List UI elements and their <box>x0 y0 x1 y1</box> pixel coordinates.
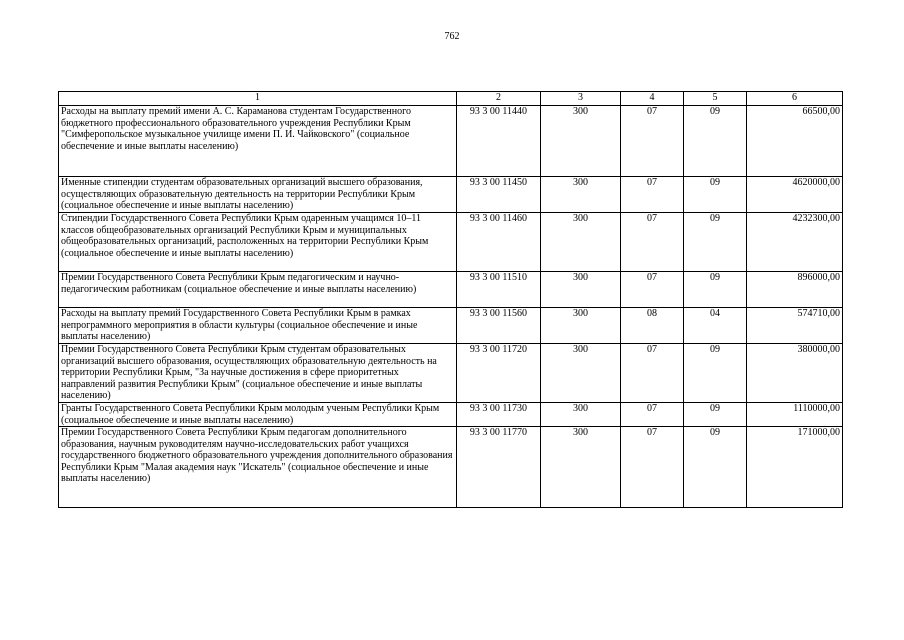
table-row <box>59 213 843 272</box>
row-description: Премии Государственного Совета Республики Крым студентам образовательных организаций высшего образования, осуществляющих образовательную деятельность на территории Республики Крым, "За научные достижения в сфере приоритетных направлений развития Республики Крым" (социальное обеспечение и иные выплаты населению) <box>59 344 457 403</box>
row-col4: 07 <box>621 106 684 177</box>
row-col4: 07 <box>621 403 684 427</box>
row-description: Расходы на выплату премий имени А. С. Караманова студентам Государственного бюджетного профессионального образовательного учреждения Республики Крым "Симферопольское музыкальное училище имени П. И. Чайковского" (социальное обеспечение и иные выплаты населению) <box>59 106 457 177</box>
budget-table <box>58 91 843 508</box>
row-description: Именные стипендии студентам образовательных организаций высшего образования, осуществляющих образовательную деятельность на территории Республики Крым (социальное обеспечение и иные выплаты населению) <box>59 177 457 213</box>
row-code: 93 3 00 11460 <box>457 213 541 272</box>
row-amount: 1110000,00 <box>747 403 843 427</box>
table-row <box>59 106 843 177</box>
row-col5: 09 <box>684 213 747 272</box>
table-row <box>59 272 843 308</box>
header-cell: 6 <box>747 92 843 106</box>
row-amount: 380000,00 <box>747 344 843 403</box>
table-header <box>59 92 843 106</box>
row-col3: 300 <box>541 106 621 177</box>
row-col5: 09 <box>684 272 747 308</box>
row-col5: 09 <box>684 177 747 213</box>
row-description: Стипендии Государственного Совета Республики Крым одаренным учащимся 10–11 классов общеобразовательных организаций Республики Крым и муниципальных общеобразовательных организаций, расположенных на территории Республики Крым (социальное обеспечение и иные выплаты населению) <box>59 213 457 272</box>
row-amount: 4620000,00 <box>747 177 843 213</box>
row-code: 93 3 00 11730 <box>457 403 541 427</box>
row-col4: 07 <box>621 344 684 403</box>
header-cell: 4 <box>621 92 684 106</box>
row-amount: 4232300,00 <box>747 213 843 272</box>
row-col5: 09 <box>684 403 747 427</box>
header-cell: 1 <box>59 92 457 106</box>
row-col4: 07 <box>621 177 684 213</box>
row-description: Гранты Государственного Совета Республики Крым молодым ученым Республики Крым (социальное обеспечение и иные выплаты населению) <box>59 403 457 427</box>
row-description: Расходы на выплату премий Государственного Совета Республики Крым в рамках непрограммного мероприятия в области культуры (социальное обеспечение и иные выплаты населению) <box>59 308 457 344</box>
row-col4: 07 <box>621 427 684 508</box>
header-cell: 3 <box>541 92 621 106</box>
table-row <box>59 427 843 508</box>
row-col5: 09 <box>684 106 747 177</box>
header-cell: 2 <box>457 92 541 106</box>
row-code: 93 3 00 11770 <box>457 427 541 508</box>
table-row <box>59 344 843 403</box>
header-cell: 5 <box>684 92 747 106</box>
row-col5: 09 <box>684 427 747 508</box>
table-body <box>59 106 843 508</box>
row-code: 93 3 00 11450 <box>457 177 541 213</box>
row-col3: 300 <box>541 213 621 272</box>
row-col4: 07 <box>621 213 684 272</box>
row-col4: 08 <box>621 308 684 344</box>
row-code: 93 3 00 11560 <box>457 308 541 344</box>
row-col3: 300 <box>541 403 621 427</box>
page-number: 762 <box>444 31 460 42</box>
header-row <box>59 92 843 106</box>
row-col3: 300 <box>541 427 621 508</box>
row-amount: 171000,00 <box>747 427 843 508</box>
row-description: Премии Государственного Совета Республики Крым педагогам дополнительного образования, научным руководителям научно-исследовательских работ учащихся государственного бюджетного образовательного учреждения дополнительного образования Республики Крым "Малая академия наук "Искатель" (социальное обеспечение и иные выплаты населению) <box>59 427 457 508</box>
row-code: 93 3 00 11440 <box>457 106 541 177</box>
row-col5: 04 <box>684 308 747 344</box>
row-col3: 300 <box>541 177 621 213</box>
row-col5: 09 <box>684 344 747 403</box>
row-code: 93 3 00 11510 <box>457 272 541 308</box>
table-row <box>59 177 843 213</box>
row-col3: 300 <box>541 344 621 403</box>
row-col3: 300 <box>541 308 621 344</box>
table-row <box>59 308 843 344</box>
row-description: Премии Государственного Совета Республики Крым педагогическим и научно-педагогическим работникам (социальное обеспечение и иные выплаты населению) <box>59 272 457 308</box>
table-row <box>59 403 843 427</box>
row-amount: 574710,00 <box>747 308 843 344</box>
row-col3: 300 <box>541 272 621 308</box>
row-amount: 66500,00 <box>747 106 843 177</box>
row-amount: 896000,00 <box>747 272 843 308</box>
row-code: 93 3 00 11720 <box>457 344 541 403</box>
row-col4: 07 <box>621 272 684 308</box>
